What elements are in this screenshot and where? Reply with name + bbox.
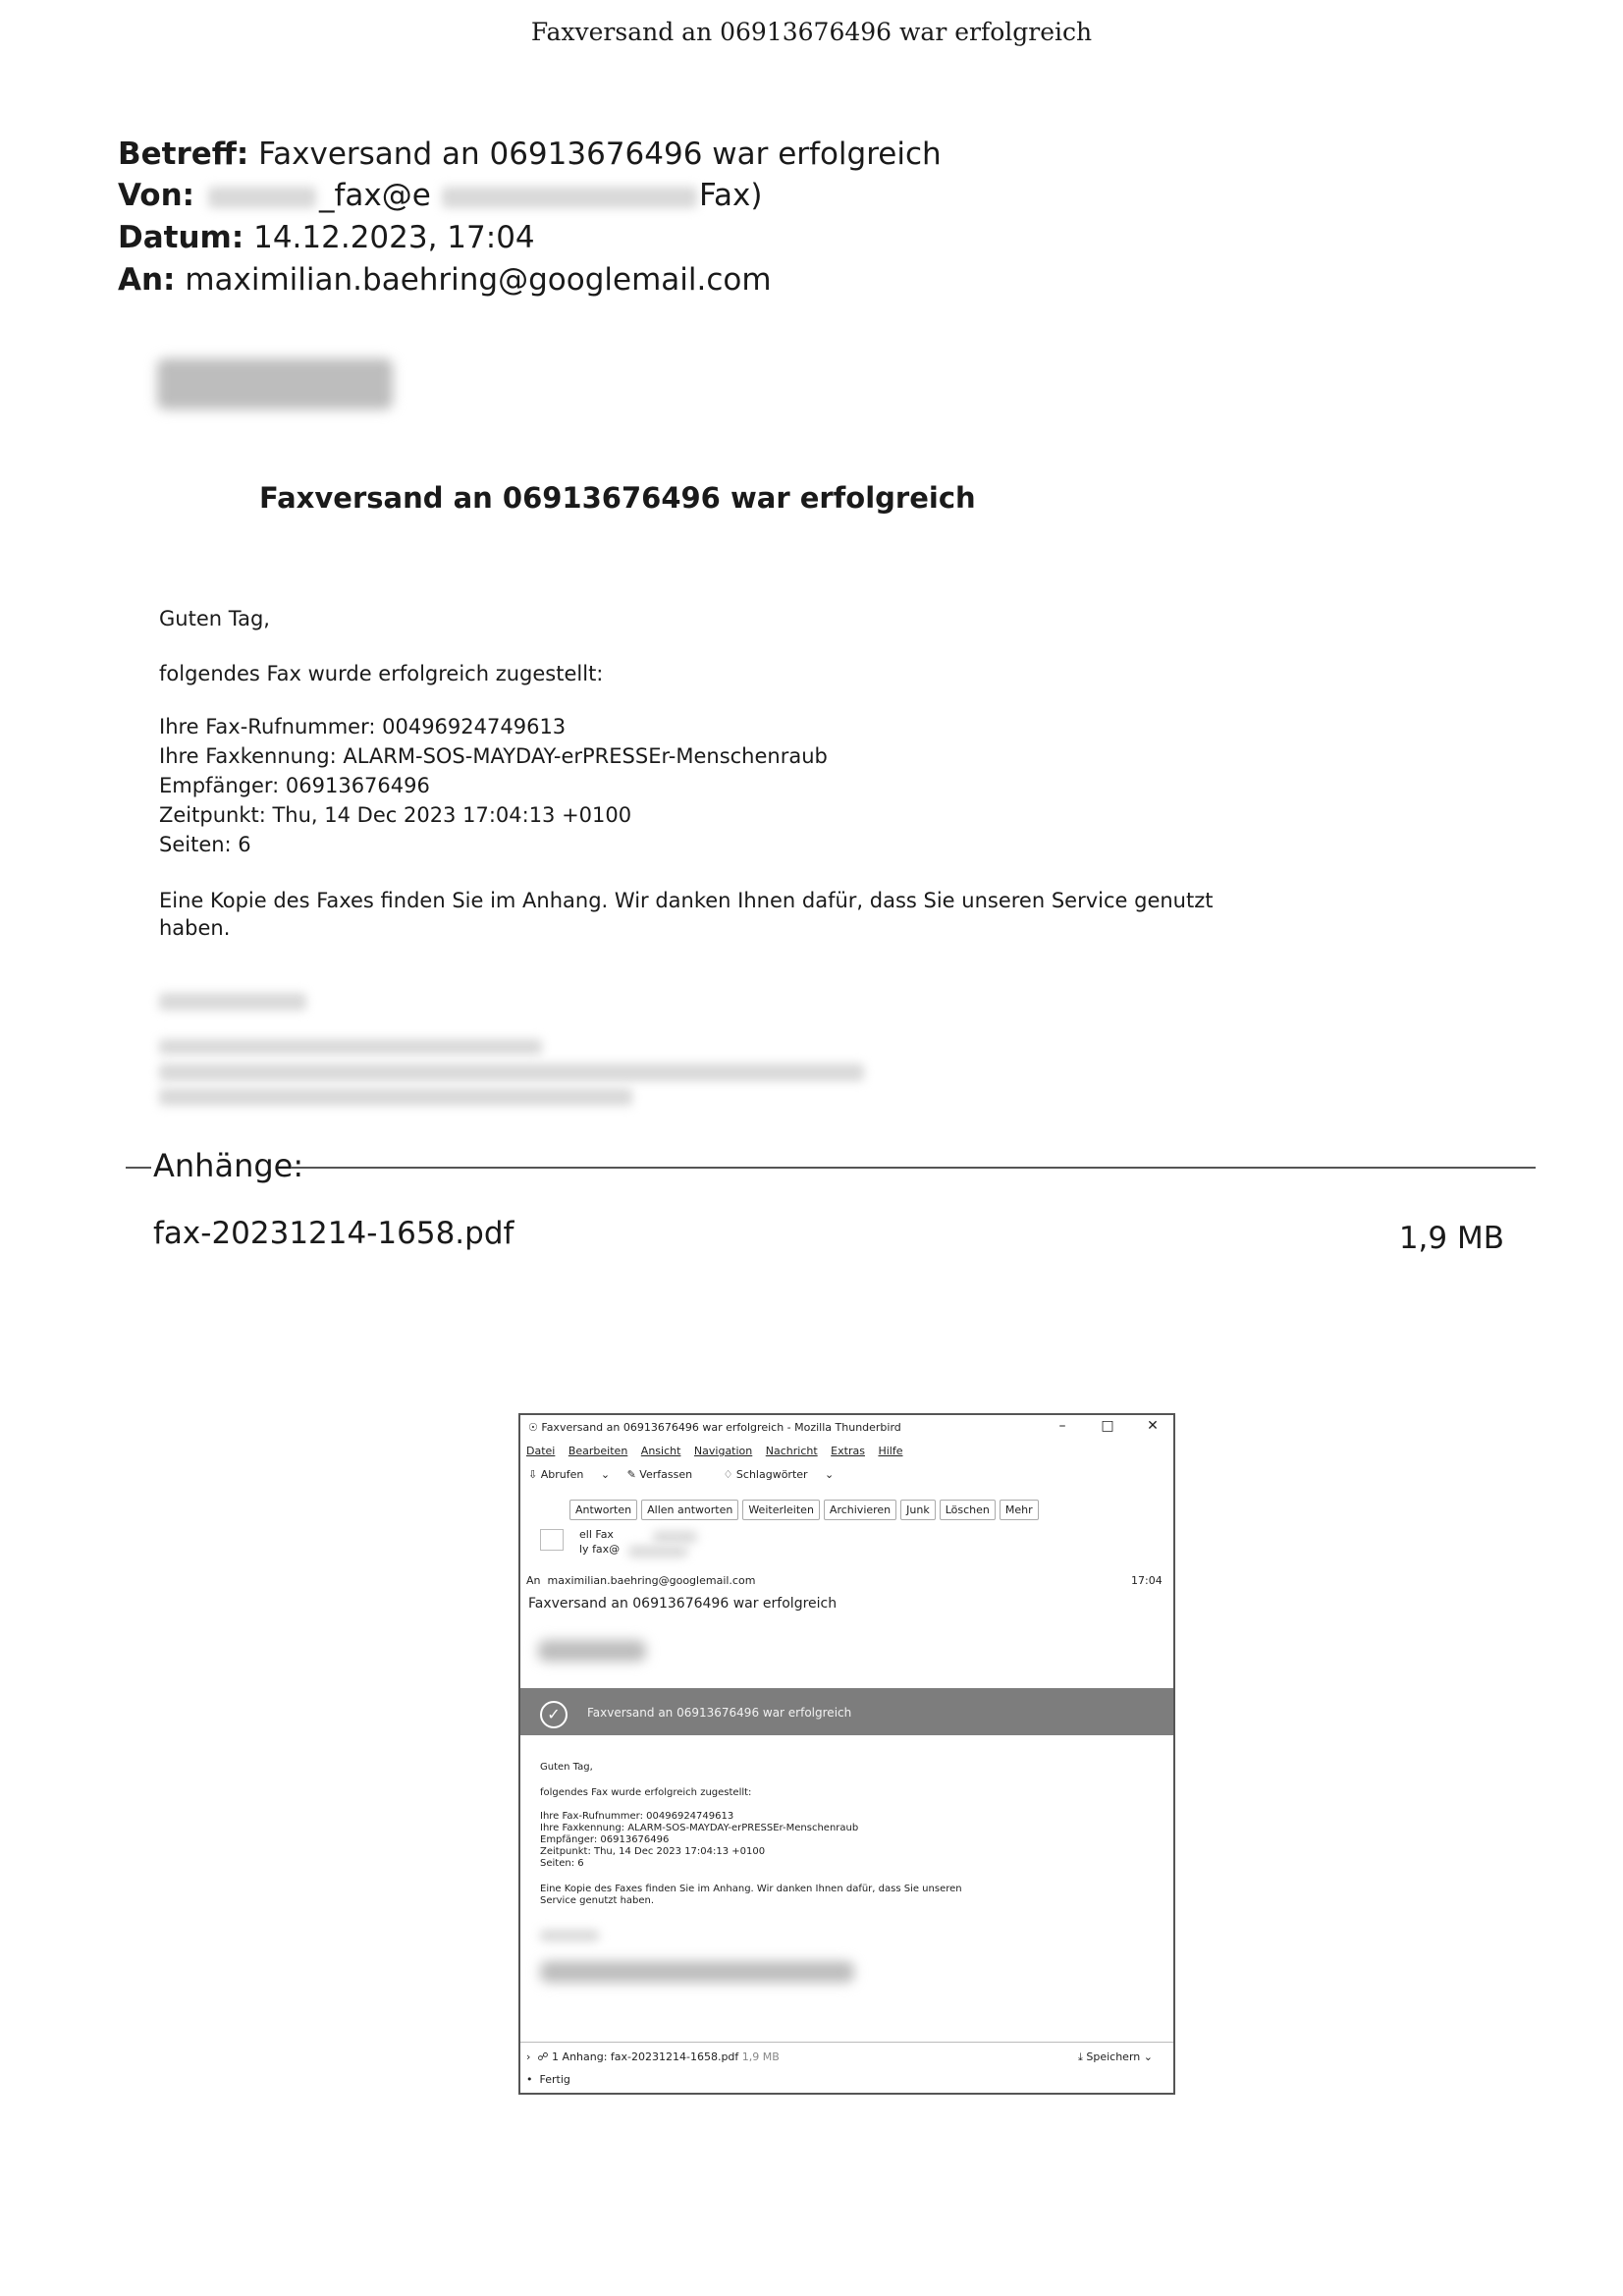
archive-button[interactable]: Archivieren <box>824 1500 896 1520</box>
date-value: 14.12.2023, 17:04 <box>253 220 535 255</box>
forward-button[interactable]: Weiterleiten <box>742 1500 820 1520</box>
intro: folgendes Fax wurde erfolgreich zugestellt: <box>540 1787 752 1798</box>
activity-icon: • <box>526 2073 533 2086</box>
message-action-bar <box>569 1500 1043 1521</box>
reply-all-button[interactable]: Allen antworten <box>641 1500 738 1520</box>
download-icon: ⤓ <box>1078 2050 1083 2063</box>
from-line <box>118 175 194 216</box>
maximize-icon[interactable]: □ <box>1101 1418 1114 1434</box>
thunderbird-screenshot <box>518 1413 1175 2095</box>
attachment-row[interactable] <box>526 2050 780 2063</box>
recipient: Empfänger: 06913676496 <box>540 1834 670 1845</box>
closing-line-2: Service genutzt haben. <box>540 1895 655 1906</box>
from-label: Von: <box>118 178 195 213</box>
junk-button[interactable]: Junk <box>900 1500 936 1520</box>
greeting: Guten Tag, <box>540 1762 593 1773</box>
menu-tools[interactable]: Extras <box>831 1445 865 1457</box>
menu-help[interactable]: Hilfe <box>878 1445 903 1457</box>
attachments-divider <box>126 1167 151 1169</box>
attachments-label: Anhänge: <box>153 1147 304 1184</box>
attachment-file-size: 1,9 MB <box>1398 1221 1504 1256</box>
from-address-end: Fax) <box>699 178 763 213</box>
reply-button[interactable]: Antworten <box>569 1500 637 1520</box>
intro: folgendes Fax wurde erfolgreich zugestellt: <box>159 662 604 685</box>
timestamp: Zeitpunkt: Thu, 14 Dec 2023 17:04:13 +0100 <box>540 1846 766 1857</box>
tags-button[interactable]: ♢ Schlagwörter ⌄ <box>723 1468 835 1481</box>
window-title: ☉ Faxversand an 06913676496 war erfolgreich - Mozilla Thunderbird <box>528 1421 901 1434</box>
attachment-file-name[interactable]: fax-20231214-1658.pdf <box>153 1216 514 1251</box>
fax-number: Ihre Fax-Rufnummer: 00496924749613 <box>159 715 567 738</box>
redacted-sender-name <box>208 187 316 208</box>
page-title: Faxversand an 06913676496 war erfolgreich <box>530 18 1093 46</box>
attachment-label[interactable]: 1 Anhang: fax-20231214-1658.pdf <box>552 2050 739 2063</box>
fax-id: Ihre Faxkennung: ALARM-SOS-MAYDAY-erPRESSEr-Menschenraub <box>540 1823 859 1833</box>
redacted-signature-name <box>159 993 306 1011</box>
redacted-signature-line <box>159 1064 864 1081</box>
minimize-icon[interactable]: – <box>1058 1418 1066 1434</box>
to-label: An: <box>118 262 176 298</box>
to-value[interactable]: maximilian.baehring@googlemail.com <box>185 262 772 298</box>
get-messages-button[interactable]: ⇩ Abrufen ⌄ <box>528 1468 611 1481</box>
toolbar <box>528 1468 847 1481</box>
subject-value: Faxversand an 06913676496 war erfolgreich <box>258 137 942 172</box>
menu-bar <box>526 1445 912 1457</box>
attachment-size: 1,9 MB <box>741 2050 780 2063</box>
write-button[interactable]: ✎ Verfassen <box>626 1468 693 1481</box>
to-row <box>526 1574 755 1587</box>
chevron-right-icon[interactable]: › <box>526 2050 531 2063</box>
redacted-signature <box>540 1961 854 1983</box>
fax-id: Ihre Faxkennung: ALARM-SOS-MAYDAY-erPRESSEr-Menschenraub <box>159 744 828 768</box>
avatar <box>540 1529 564 1551</box>
date-label: Datum: <box>118 220 244 255</box>
close-icon[interactable]: ✕ <box>1147 1418 1159 1434</box>
redacted-signature-line <box>159 1039 542 1055</box>
redacted-logo <box>157 358 393 410</box>
status-bar <box>526 2073 570 2086</box>
redacted-logo <box>538 1640 646 1662</box>
redacted-sender <box>628 1546 687 1558</box>
message-time: 17:04 <box>1131 1574 1163 1587</box>
menu-navigation[interactable]: Navigation <box>693 1445 753 1457</box>
closing-line-2: haben. <box>159 916 231 940</box>
menu-file[interactable]: Datei <box>526 1445 556 1457</box>
attachment-bar-divider <box>520 2042 1173 2043</box>
pages: Seiten: 6 <box>159 833 251 856</box>
fax-number: Ihre Fax-Rufnummer: 00496924749613 <box>540 1811 734 1822</box>
menu-message[interactable]: Nachricht <box>765 1445 818 1457</box>
check-icon: ✓ <box>540 1701 568 1728</box>
mail-heading: Faxversand an 06913676496 war erfolgreich <box>259 481 976 515</box>
menu-edit[interactable]: Bearbeiten <box>568 1445 628 1457</box>
subject-label: Betreff: <box>118 137 249 172</box>
sender-address[interactable]: ly fax@ <box>579 1543 621 1556</box>
to-line <box>118 259 772 301</box>
pages: Seiten: 6 <box>540 1858 584 1869</box>
from-address-part: _fax@e <box>319 178 431 213</box>
redacted-sender <box>653 1531 697 1543</box>
delete-button[interactable]: Löschen <box>940 1500 996 1520</box>
greeting: Guten Tag, <box>159 607 270 630</box>
menu-view[interactable]: Ansicht <box>640 1445 681 1457</box>
recipient: Empfänger: 06913676496 <box>159 774 430 797</box>
message-subject: Faxversand an 06913676496 war erfolgreich <box>528 1596 838 1612</box>
closing-line-1: Eine Kopie des Faxes finden Sie im Anhang. Wir danken Ihnen dafür, dass Sie unseren <box>540 1884 962 1894</box>
subject-line <box>118 134 942 175</box>
sender-name: ell Fax <box>579 1528 614 1541</box>
attachments-divider <box>291 1167 1536 1169</box>
save-button[interactable]: ⤓ Speichern ⌄ <box>1078 2050 1153 2063</box>
redacted-sender-domain <box>442 187 697 208</box>
timestamp: Zeitpunkt: Thu, 14 Dec 2023 17:04:13 +0100 <box>159 803 632 827</box>
to-address[interactable]: maximilian.baehring@googlemail.com <box>547 1574 756 1587</box>
status-text: Fertig <box>539 2073 570 2086</box>
redacted-signature-name <box>540 1930 599 1941</box>
redacted-signature-line <box>159 1088 632 1106</box>
date-line <box>118 217 535 258</box>
more-button[interactable]: Mehr <box>1000 1500 1039 1520</box>
closing-line-1: Eine Kopie des Faxes finden Sie im Anhang. Wir danken Ihnen dafür, dass Sie unseren Service genutzt <box>159 889 1214 912</box>
to-label: An <box>526 1574 541 1587</box>
paperclip-icon: ☍ <box>537 2050 549 2063</box>
banner-text: Faxversand an 06913676496 war erfolgreich <box>587 1706 852 1720</box>
thunderbird-icon: ☉ <box>528 1421 538 1434</box>
